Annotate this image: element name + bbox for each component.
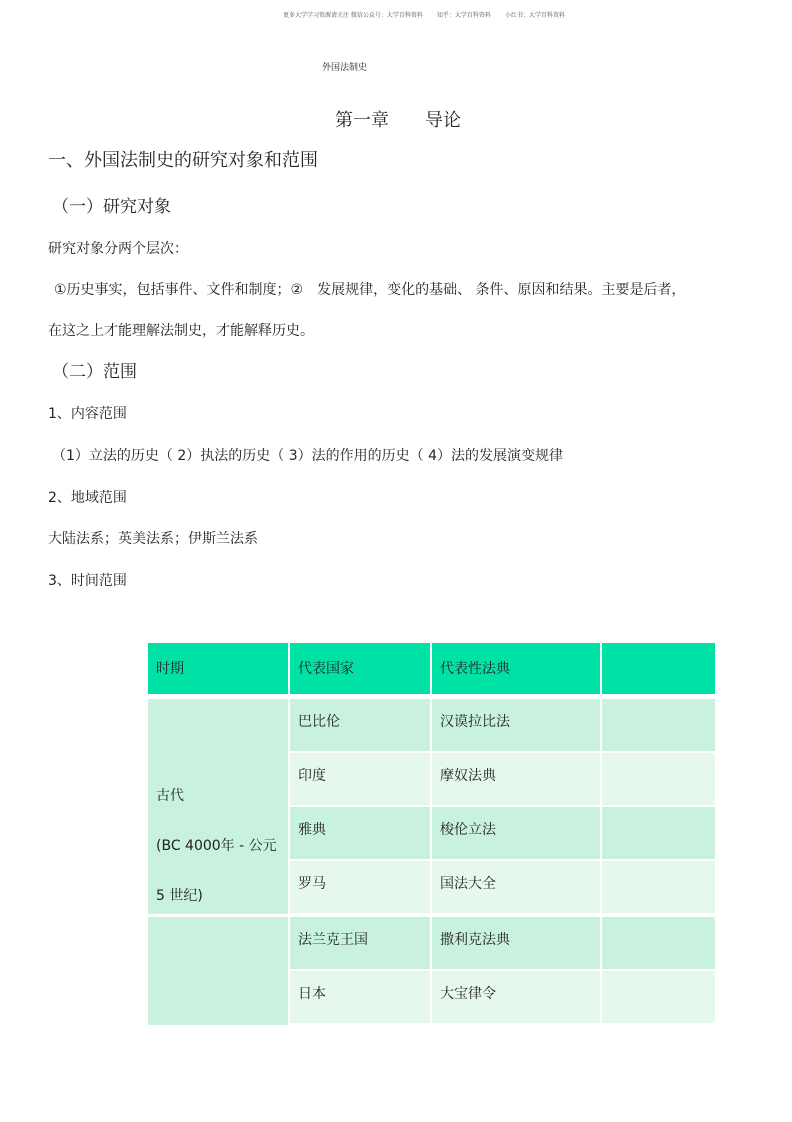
table-cell-code: 摩奴法典 (432, 753, 602, 805)
table-cell-country: 雅典 (290, 807, 432, 859)
table-cell-code: 汉谟拉比法 (432, 699, 602, 751)
period-range: (BC 4000年 - 公元 (156, 838, 277, 854)
header-cell: 时期 (148, 643, 290, 694)
paragraph: 研究对象分两个层次： (48, 241, 188, 257)
period-range: 5 世纪) (156, 888, 203, 904)
header-cell (602, 643, 717, 694)
table-cell-blank (602, 917, 717, 969)
period-cell-empty (148, 917, 290, 1025)
table-cell-code: 大宝律令 (432, 971, 602, 1023)
table-cell-country: 罗马 (290, 861, 432, 913)
header-cell: 代表国家 (290, 643, 432, 694)
table-cell-country: 法兰克王国 (290, 917, 432, 969)
table-cell-code: 撒利克法典 (432, 917, 602, 969)
paragraph: 2、地域范围 (48, 490, 127, 506)
table-cell-country: 巴比伦 (290, 699, 432, 751)
paragraph: 3、时间范围 (48, 573, 127, 589)
section-heading: 一、外国法制史的研究对象和范围 (48, 150, 318, 171)
header-cell: 代表性法典 (432, 643, 602, 694)
header-note (283, 10, 579, 19)
period-cell-ancient (148, 699, 290, 914)
table-cell-blank (602, 699, 717, 751)
note-2: 知乎：大学百科资料 (436, 12, 491, 19)
paragraph: 在这之上才能理解法制史，才能解释历史。 (48, 323, 314, 339)
table-cell-blank (602, 861, 717, 913)
table-cell-blank (602, 971, 717, 1023)
paragraph: （1）立法的历史（ 2）执法的历史（ 3）法的作用的历史（ 4）法的发展演变规律 (52, 448, 563, 464)
paragraph: 1、内容范围 (48, 406, 127, 422)
paragraph: 大陆法系；英美法系；伊斯兰法系 (48, 531, 258, 547)
table-cell-country: 印度 (290, 753, 432, 805)
table-cell-code: 国法大全 (432, 861, 602, 913)
table-cell-blank (602, 807, 717, 859)
subheading-scope: （二）范围 (52, 362, 137, 382)
running-title: 外国法制史 (322, 63, 368, 73)
chapter-title: 第一章 导论 (335, 110, 461, 131)
table-cell-blank (602, 753, 717, 805)
note-1: 更多大学学习资源请关注 微信公众号：大学百科资料 (283, 12, 423, 19)
note-3: 小红书：大学百科资料 (504, 12, 565, 19)
subheading-object: （一）研究对象 (52, 197, 171, 217)
table-cell-country: 日本 (290, 971, 432, 1023)
table-cell-code: 梭伦立法 (432, 807, 602, 859)
paragraph: ①历史事实，包括事件、文件和制度；② 发展规律，变化的基础、 条件、原因和结果。主要是后者， (54, 282, 686, 298)
period-label: 古代 (156, 788, 184, 804)
